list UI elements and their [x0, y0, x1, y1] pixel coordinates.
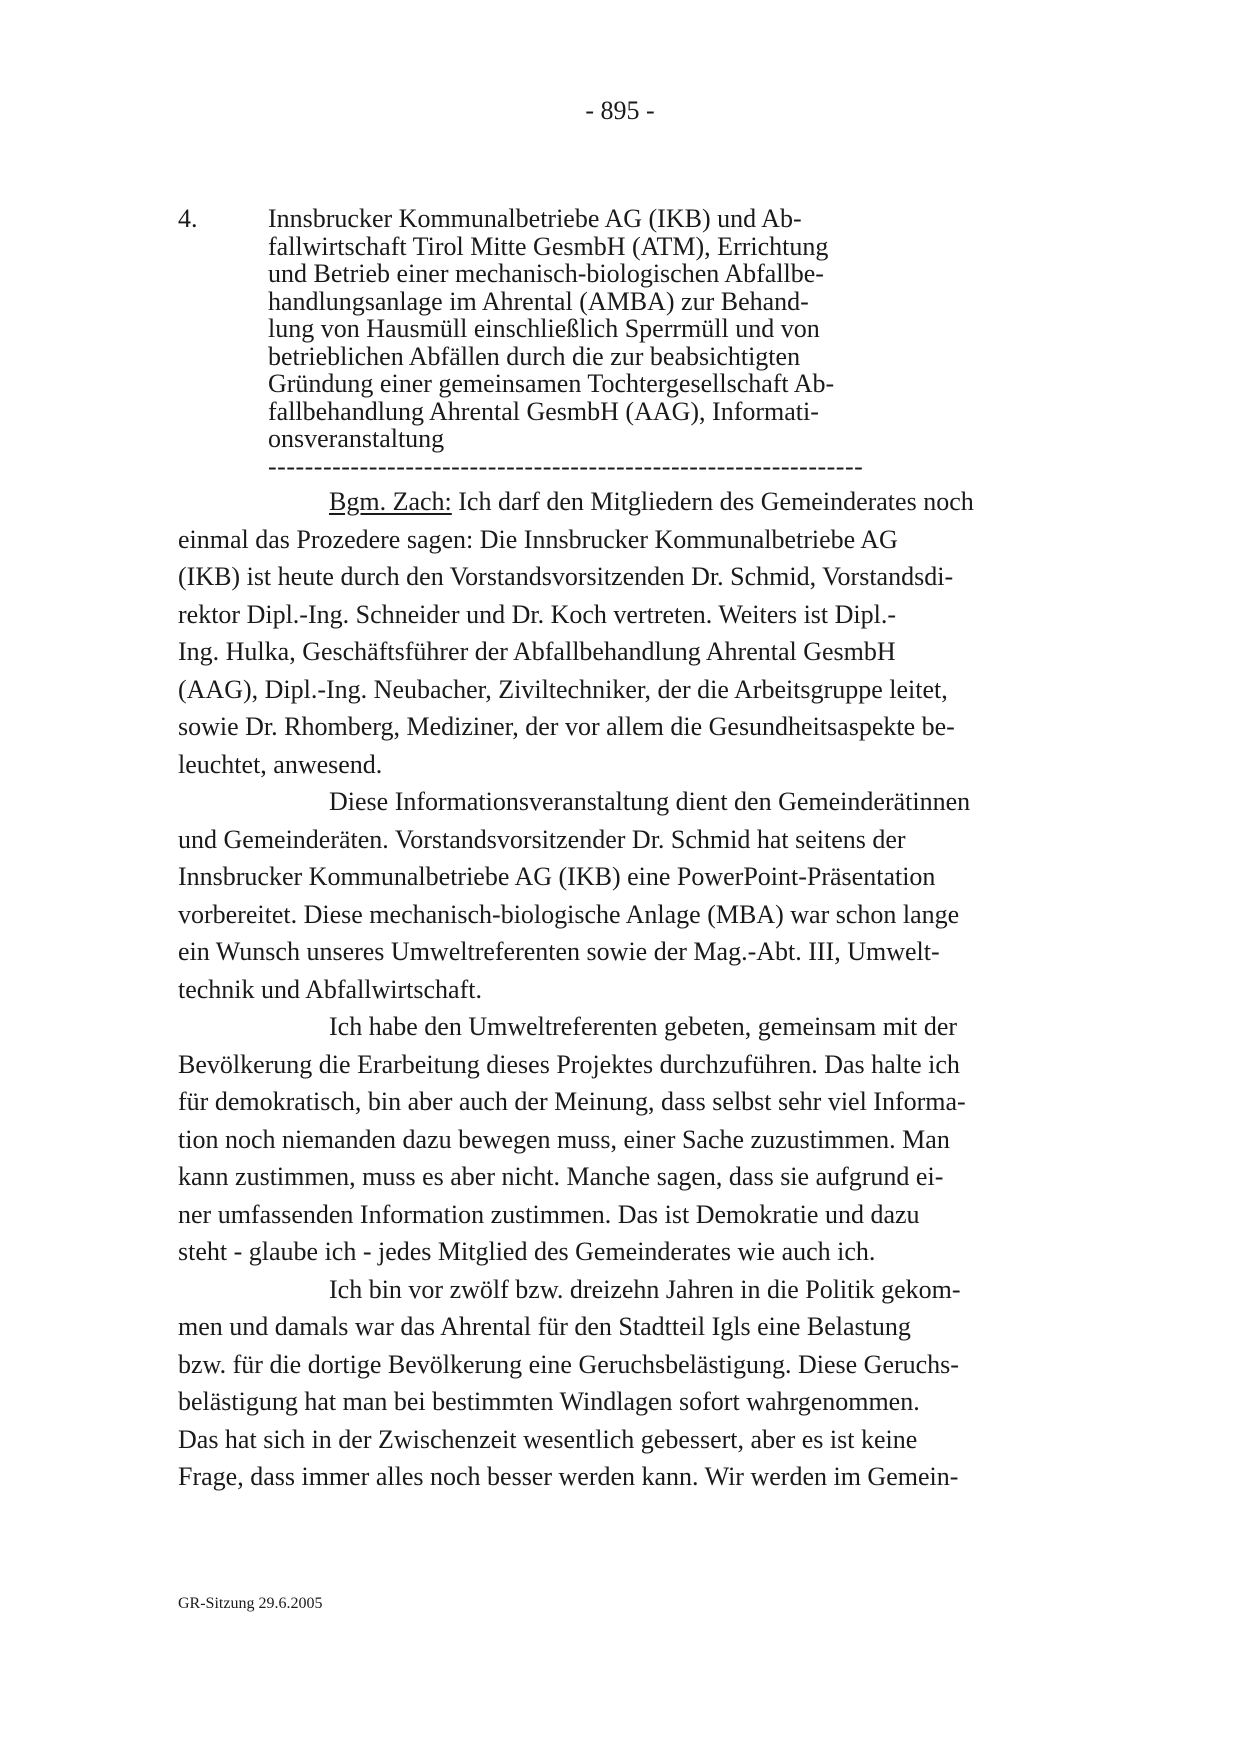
paragraph-2-line: Innsbrucker Kommunalbetriebe AG (IKB) eine PowerPoint-Präsentation — [178, 862, 936, 891]
title-line: lung von Hausmüll einschließlich Sperrmüll und von — [268, 314, 820, 343]
paragraph-4-line: bzw. für die dortige Bevölkerung eine Geruchsbelästigung. Diese Geruchs- — [178, 1349, 959, 1379]
title-line: fallbehandlung Ahrental GesmbH (AAG), Informati- — [268, 396, 819, 426]
paragraph-2-line: ein Wunsch unseres Umweltreferenten sowie der Mag.-Abt. III, Umwelt- — [178, 937, 940, 966]
title-line: Innsbrucker Kommunalbetriebe AG (IKB) und Ab- — [268, 204, 802, 233]
paragraph-1-first-text: Ich darf den Mitgliedern des Gemeinderates noch — [451, 487, 974, 516]
agenda-item-number: 4. — [178, 204, 198, 233]
paragraph-1-line: leuchtet, anwesend. — [178, 749, 383, 779]
paragraph-4-line: Ich bin vor zwölf bzw. dreizehn Jahren in die Politik gekom- — [329, 1274, 961, 1304]
paragraph-3-line: Ich habe den Umweltreferenten gebeten, gemeinsam mit der — [329, 1012, 958, 1041]
paragraph-3-line: steht - glaube ich - jedes Mitglied des Gemeinderates wie auch ich. — [178, 1237, 876, 1266]
paragraph-4-line: belästigung hat man bei bestimmten Windlagen sofort wahrgenommen. — [178, 1387, 920, 1416]
paragraph-3-line: ner umfassenden Information zustimmen. Das ist Demokratie und dazu — [178, 1199, 920, 1229]
paragraph-3-line: für demokratisch, bin aber auch der Meinung, dass selbst sehr viel Informa- — [178, 1087, 966, 1116]
title-line: fallwirtschaft Tirol Mitte GesmbH (ATM), Errichtung — [268, 231, 829, 261]
paragraph-2-line: vorbereitet. Diese mechanisch-biologische Anlage (MBA) war schon lange — [178, 899, 960, 929]
title-line: betrieblichen Abfällen durch die zur beabsichtigten — [268, 341, 801, 371]
paragraph-4-line: men und damals war das Ahrental für den Stadtteil Igls eine Belastung — [178, 1312, 911, 1341]
paragraph-2-line: technik und Abfallwirtschaft. — [178, 974, 482, 1004]
paragraph-1-line: (IKB) ist heute durch den Vorstandsvorsitzenden Dr. Schmid, Vorstandsdi- — [178, 562, 954, 591]
speaker-label: Bgm. Zach: — [329, 487, 452, 516]
title-rule: ----------------------------------------------------------------- — [268, 452, 864, 480]
paragraph-4-line: Das hat sich in der Zwischenzeit wesentlich gebessert, aber es ist keine — [178, 1424, 918, 1454]
paragraph-1-line: Ing. Hulka, Geschäftsführer der Abfallbehandlung Ahrental GesmbH — [178, 637, 896, 666]
agenda-item-title — [268, 205, 948, 480]
title-line: Gründung einer gemeinsamen Tochtergesellschaft Ab- — [268, 369, 835, 398]
footer-session-date: GR-Sitzung 29.6.2005 — [178, 1595, 323, 1612]
title-line: und Betrieb einer mechanisch-biologischen Abfallbe- — [268, 259, 824, 288]
title-line: handlungsanlage im Ahrental (AMBA) zur Behand- — [268, 286, 809, 316]
body-text — [178, 483, 1078, 1496]
paragraph-1-line: einmal das Prozedere sagen: Die Innsbrucker Kommunalbetriebe AG — [178, 524, 898, 554]
paragraph-3-line: Bevölkerung die Erarbeitung dieses Projektes durchzuführen. Das halte ich — [178, 1049, 960, 1079]
paragraph-2-line: und Gemeinderäten. Vorstandsvorsitzender Dr. Schmid hat seitens der — [178, 824, 906, 854]
paragraph-2-line: Diese Informationsveranstaltung dient den Gemeinderätinnen — [329, 787, 971, 816]
paragraph-1-line: rektor Dipl.-Ing. Schneider und Dr. Koch vertreten. Weiters ist Dipl.- — [178, 599, 897, 629]
paragraph-1-line: (AAG), Dipl.-Ing. Neubacher, Ziviltechniker, der die Arbeitsgruppe leitet, — [178, 674, 948, 704]
paragraph-4-line: Frage, dass immer alles noch besser werden kann. Wir werden im Gemein- — [178, 1462, 959, 1491]
paragraph-1-line: sowie Dr. Rhomberg, Mediziner, der vor allem die Gesundheitsaspekte be- — [178, 712, 955, 741]
paragraph-3-line: kann zustimmen, muss es aber nicht. Manche sagen, dass sie aufgrund ei- — [178, 1162, 944, 1191]
paragraph-3-line: tion noch niemanden dazu bewegen muss, einer Sache zuzustimmen. Man — [178, 1124, 950, 1154]
title-line: onsveranstaltung — [268, 424, 445, 453]
paragraph-1-first-line — [178, 483, 1078, 521]
page-number: - 895 - — [585, 96, 655, 125]
